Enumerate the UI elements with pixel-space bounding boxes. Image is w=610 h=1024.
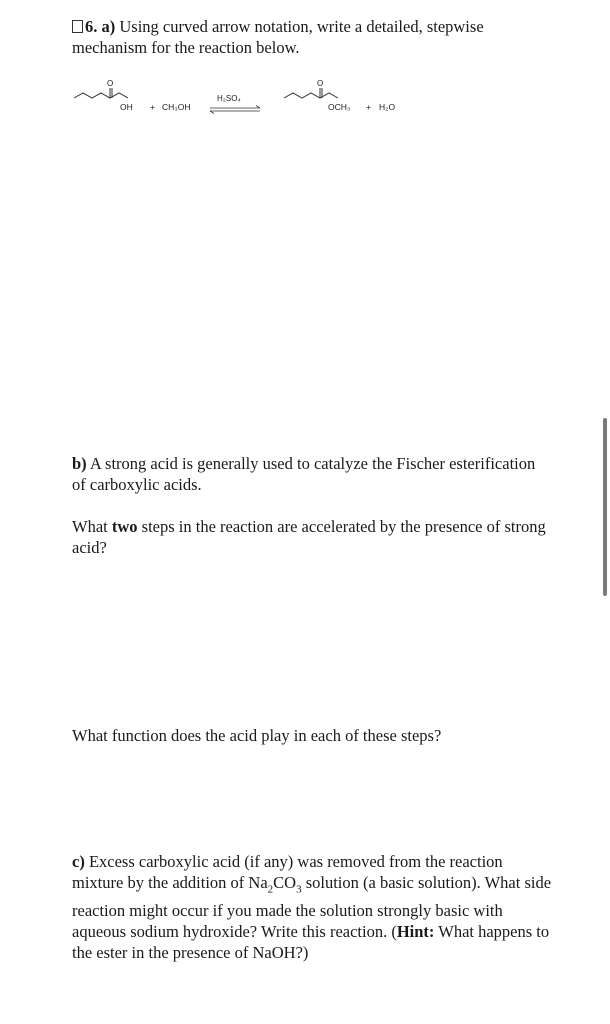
hydroxyl-label: OH — [120, 102, 133, 112]
plus-sign: + — [150, 102, 155, 112]
question-6b-label: b) — [72, 454, 87, 473]
methoxy-label: OCH₃ — [328, 102, 351, 112]
question-6b-steps — [72, 516, 552, 558]
vertical-scrollbar[interactable] — [603, 418, 607, 596]
question-6a-label: 6. a) — [85, 17, 116, 36]
question-6c-label: c) — [72, 852, 85, 871]
carbonyl-o-label: O — [107, 79, 114, 88]
question-6b-text: A strong acid is generally used to catalyze the Fischer esterification of carboxylic acids. — [72, 454, 536, 494]
steps-text-post: steps in the reaction are accelerated by the presence of strong acid? — [72, 517, 546, 557]
catalyst-label: H₂SO₄ — [217, 94, 241, 103]
question-6b-function: What function does the acid play in each of these steps? — [72, 726, 442, 745]
question-6b — [72, 453, 552, 495]
subscript-2: 2 — [267, 883, 274, 896]
hint-label: Hint: — [396, 922, 435, 942]
water-label: H₂O — [379, 102, 396, 112]
reaction-scheme — [70, 70, 420, 120]
question-6c-text-1: Excess carboxylic acid (if any) was removed from the reaction mixture by the addition of Na — [72, 852, 503, 892]
ester-structure — [284, 88, 338, 98]
question-6a — [72, 16, 552, 58]
steps-text-pre: What — [72, 517, 112, 536]
subscript-3: 3 — [296, 883, 302, 896]
checkbox-icon[interactable] — [72, 20, 83, 33]
steps-bold-word: two — [111, 517, 138, 536]
carboxylic-acid-structure — [74, 88, 128, 98]
question-6a-text: Using curved arrow notation, write a detailed, stepwise mechanism for the reaction below. — [72, 17, 484, 57]
question-6c-formula-mid: CO — [273, 873, 297, 892]
hint-text: What happens to the ester in the presence of NaOH?) — [72, 922, 550, 963]
methanol-label: CH₃OH — [162, 102, 191, 112]
question-6c-text-2: solution (a basic solution). What side reaction might occur if you made the solution strongly basic with aqueous sodium hydroxide? Write this reaction. ( — [72, 873, 552, 942]
equilibrium-arrow-icon — [210, 106, 260, 114]
question-6c — [72, 851, 552, 963]
plus-sign-2: + — [366, 102, 371, 112]
ester-carbonyl-o-label: O — [317, 79, 324, 88]
